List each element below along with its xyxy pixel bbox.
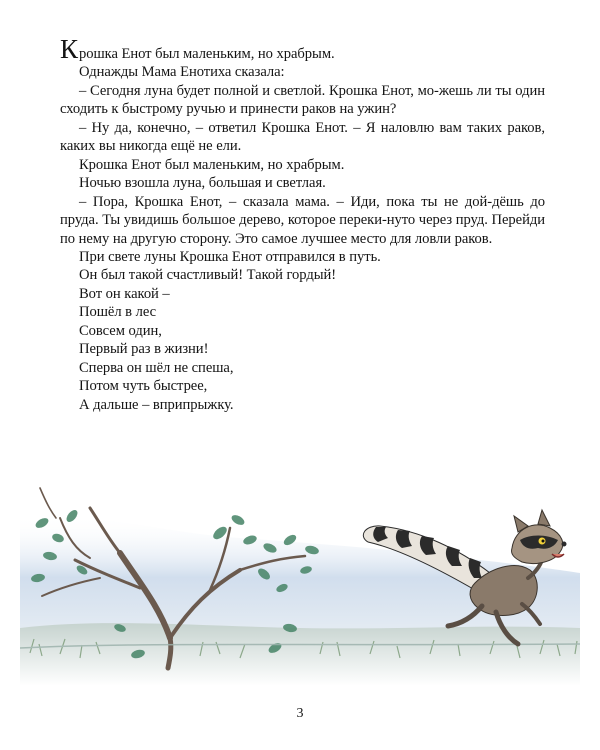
page-number: 3	[296, 706, 304, 721]
ground	[20, 623, 580, 686]
verse-line: Потом чуть быстрее,	[79, 378, 208, 395]
paragraph: – Ну да, конечно, – ответил Крошка Енот. – Я наловлю вам таких раков, каких вы никогда ещё не ели.	[60, 119, 545, 155]
opening-line-rest: рошка Енот был маленьким, но храбрым.	[78, 46, 335, 62]
raccoon-illustration	[20, 478, 580, 686]
verse-line: Пошёл в лес	[79, 304, 157, 321]
paragraph: При свете луны Крошка Енот отправился в путь.	[79, 248, 381, 265]
paragraph: Он был такой счастливый! Такой гордый!	[79, 267, 337, 284]
paragraph: – Пора, Крошка Енот, – сказала мама. – Иди, пока ты не дой-дёшь до пруда. Ты увидишь большое дерево, которое переки-нуто через пруд. Перейди по нему на другую сторону. Это самое лучшее место для ловли раков.	[60, 193, 545, 247]
verse-line: Сперва он шёл не спеша,	[79, 359, 234, 376]
paragraph: Однажды Мама Енотиха сказала:	[79, 64, 285, 81]
story-text	[60, 34, 545, 414]
verse-line: Совсем один,	[79, 322, 162, 339]
paragraph: Крошка Енот был маленьким, но храбрым.	[79, 156, 345, 173]
drop-cap: К	[60, 34, 78, 64]
verse-line: Вот он какой –	[79, 285, 170, 302]
paragraph: Ночью взошла луна, большая и светлая.	[79, 175, 326, 192]
verse-line: А дальше – вприпрыжку.	[79, 396, 234, 413]
paragraph: – Сегодня луна будет полной и светлой. Крошка Енот, мо-жешь ли ты один сходить к быстрому ручью и принести раков на ужин?	[60, 82, 545, 118]
paragraph-opening	[60, 34, 545, 64]
verse-line: Первый раз в жизни!	[79, 341, 209, 358]
